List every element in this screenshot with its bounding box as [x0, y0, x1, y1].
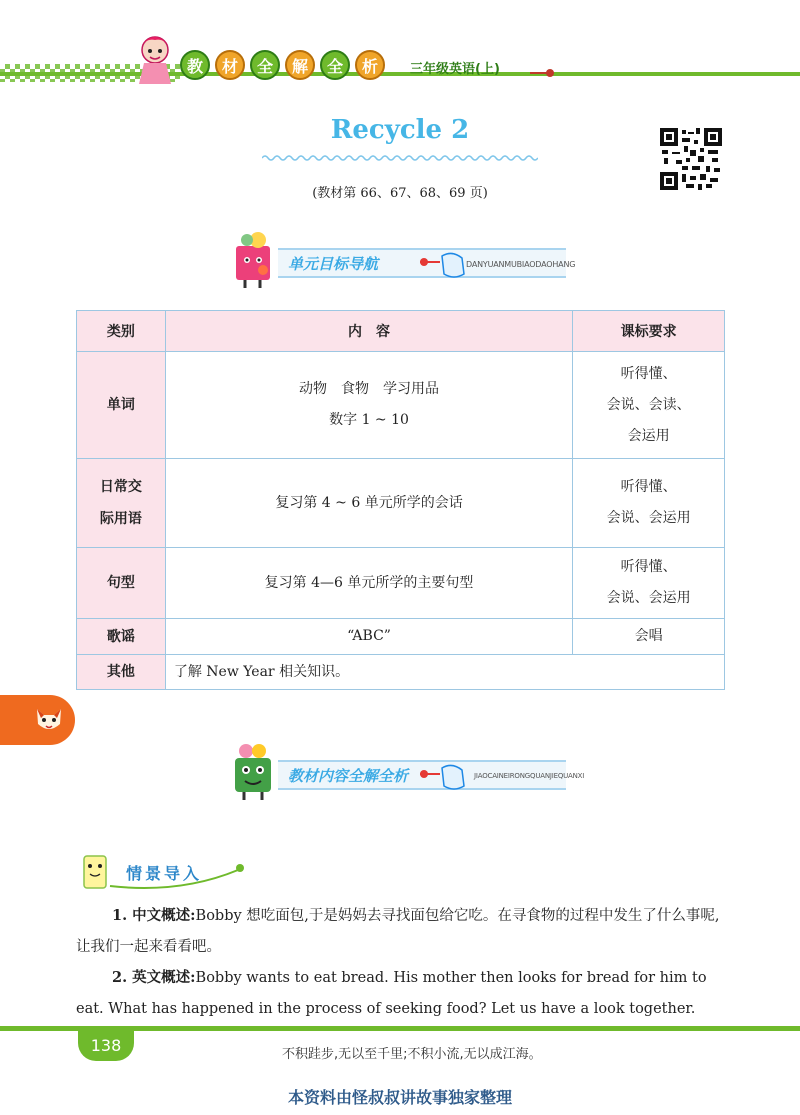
pink-cube-mascot-icon	[230, 230, 280, 290]
table-header-row	[77, 311, 725, 352]
table-content-line: 数字 1 ~ 10	[329, 412, 409, 428]
table-row	[77, 459, 725, 548]
table-requirement-cell	[573, 548, 725, 619]
pointing-hand-icon	[418, 248, 468, 282]
table-requirement-line: 会运用	[627, 427, 670, 444]
table-content-cell: 了解 New Year 相关知识。	[165, 655, 724, 690]
table-category-cell: 句型	[77, 548, 166, 619]
table-requirement-line: 会说、会运用	[606, 590, 691, 606]
table-content-cell: 复习第 4 ~ 6 单元所学的会话	[165, 459, 572, 548]
unit-goals-banner	[230, 230, 576, 290]
table-content-cell: 复习第 4—6 单元所学的主要句型	[165, 548, 572, 619]
page-title: Recycle 2	[330, 115, 470, 145]
header-title-char: 教	[180, 50, 210, 80]
paragraph-label: 2. 英文概述:	[112, 969, 196, 986]
footer-motto: 不积跬步,无以至千里;不积小流,无以成江海。	[282, 1047, 542, 1062]
header-title-char: 全	[250, 50, 280, 80]
table-category-line: 日常交	[99, 479, 142, 495]
table-category-line: 际用语	[99, 511, 142, 527]
page-number: 138	[78, 1031, 134, 1061]
green-cube-mascot-icon	[230, 742, 280, 802]
table-header-cell: 课标要求	[573, 311, 725, 352]
header-title-char: 材	[215, 50, 245, 80]
english-summary-paragraph	[76, 962, 726, 1025]
content-analysis-banner	[230, 742, 585, 802]
wave-divider	[262, 154, 538, 162]
banner-pinyin: DANYUANMUBIAODAOHANG	[466, 260, 576, 269]
section-title	[80, 850, 250, 895]
girl-mascot-icon	[130, 32, 180, 87]
table-requirement-cell	[573, 352, 725, 459]
table-requirement-line: 会说、会运用	[606, 510, 691, 526]
header-title-char: 解	[285, 50, 315, 80]
table-row	[77, 655, 725, 690]
paragraph-text: Bobby 想吃面包,于是妈妈去寻找面包给它吃。在寻食物的过程中发生了什么事呢,让我们一起来看看吧。	[76, 908, 720, 955]
fox-mascot-icon	[34, 704, 64, 734]
table-requirement-line: 听得懂、	[620, 479, 677, 495]
table-category-cell: 其他	[77, 655, 166, 690]
table-header-cell: 内 容	[165, 311, 572, 352]
header-green-bar	[0, 72, 800, 76]
table-content-cell	[165, 352, 572, 459]
header-title	[180, 50, 385, 80]
header-title-char: 全	[320, 50, 350, 80]
table-content-line: 动物 食物 学习用品	[299, 381, 440, 397]
paragraph-text: Bobby wants to eat bread. His mother then looks for bread for him to eat. What has happened in the process of seeking food? Let us have a look together.	[76, 970, 707, 1017]
unit-goals-table	[76, 310, 725, 690]
pointing-hand-icon	[418, 760, 468, 794]
table-requirement-cell: 会唱	[573, 619, 725, 655]
banner-title: 教材内容全解全析	[288, 767, 409, 785]
header-grade: 三年级英语(上)	[410, 62, 500, 77]
banner-title: 单元目标导航	[288, 255, 379, 273]
table-requirement-line: 会说、会读、	[606, 396, 691, 413]
side-tab	[0, 695, 75, 745]
paragraph-label: 1. 中文概述:	[112, 907, 196, 924]
banner-pinyin: JIAOCAINEIRONGQUANJIEQUANXI	[474, 772, 585, 780]
textbook-page-reference: (教材第 66、67、68、69 页)	[312, 186, 488, 201]
qr-code-icon[interactable]	[660, 128, 722, 190]
chinese-summary-paragraph	[76, 900, 726, 963]
table-requirement-line: 听得懂、	[620, 365, 677, 382]
table-category-cell: 单词	[77, 352, 166, 459]
footer-credit: 本资料由怪叔叔讲故事独家整理	[287, 1088, 512, 1107]
table-row	[77, 548, 725, 619]
section-title-text: 情景导入	[126, 864, 203, 883]
table-requirement-line: 听得懂、	[620, 559, 677, 575]
page-header	[0, 0, 800, 100]
table-category-cell: 歌谣	[77, 619, 166, 655]
table-category-cell	[77, 459, 166, 548]
table-row	[77, 619, 725, 655]
table-content-cell: “ABC”	[165, 619, 572, 655]
table-requirement-cell	[573, 459, 725, 548]
table-header-cell: 类别	[77, 311, 166, 352]
arrow-icon	[530, 68, 555, 78]
header-title-char: 析	[355, 50, 385, 80]
table-row	[77, 352, 725, 459]
